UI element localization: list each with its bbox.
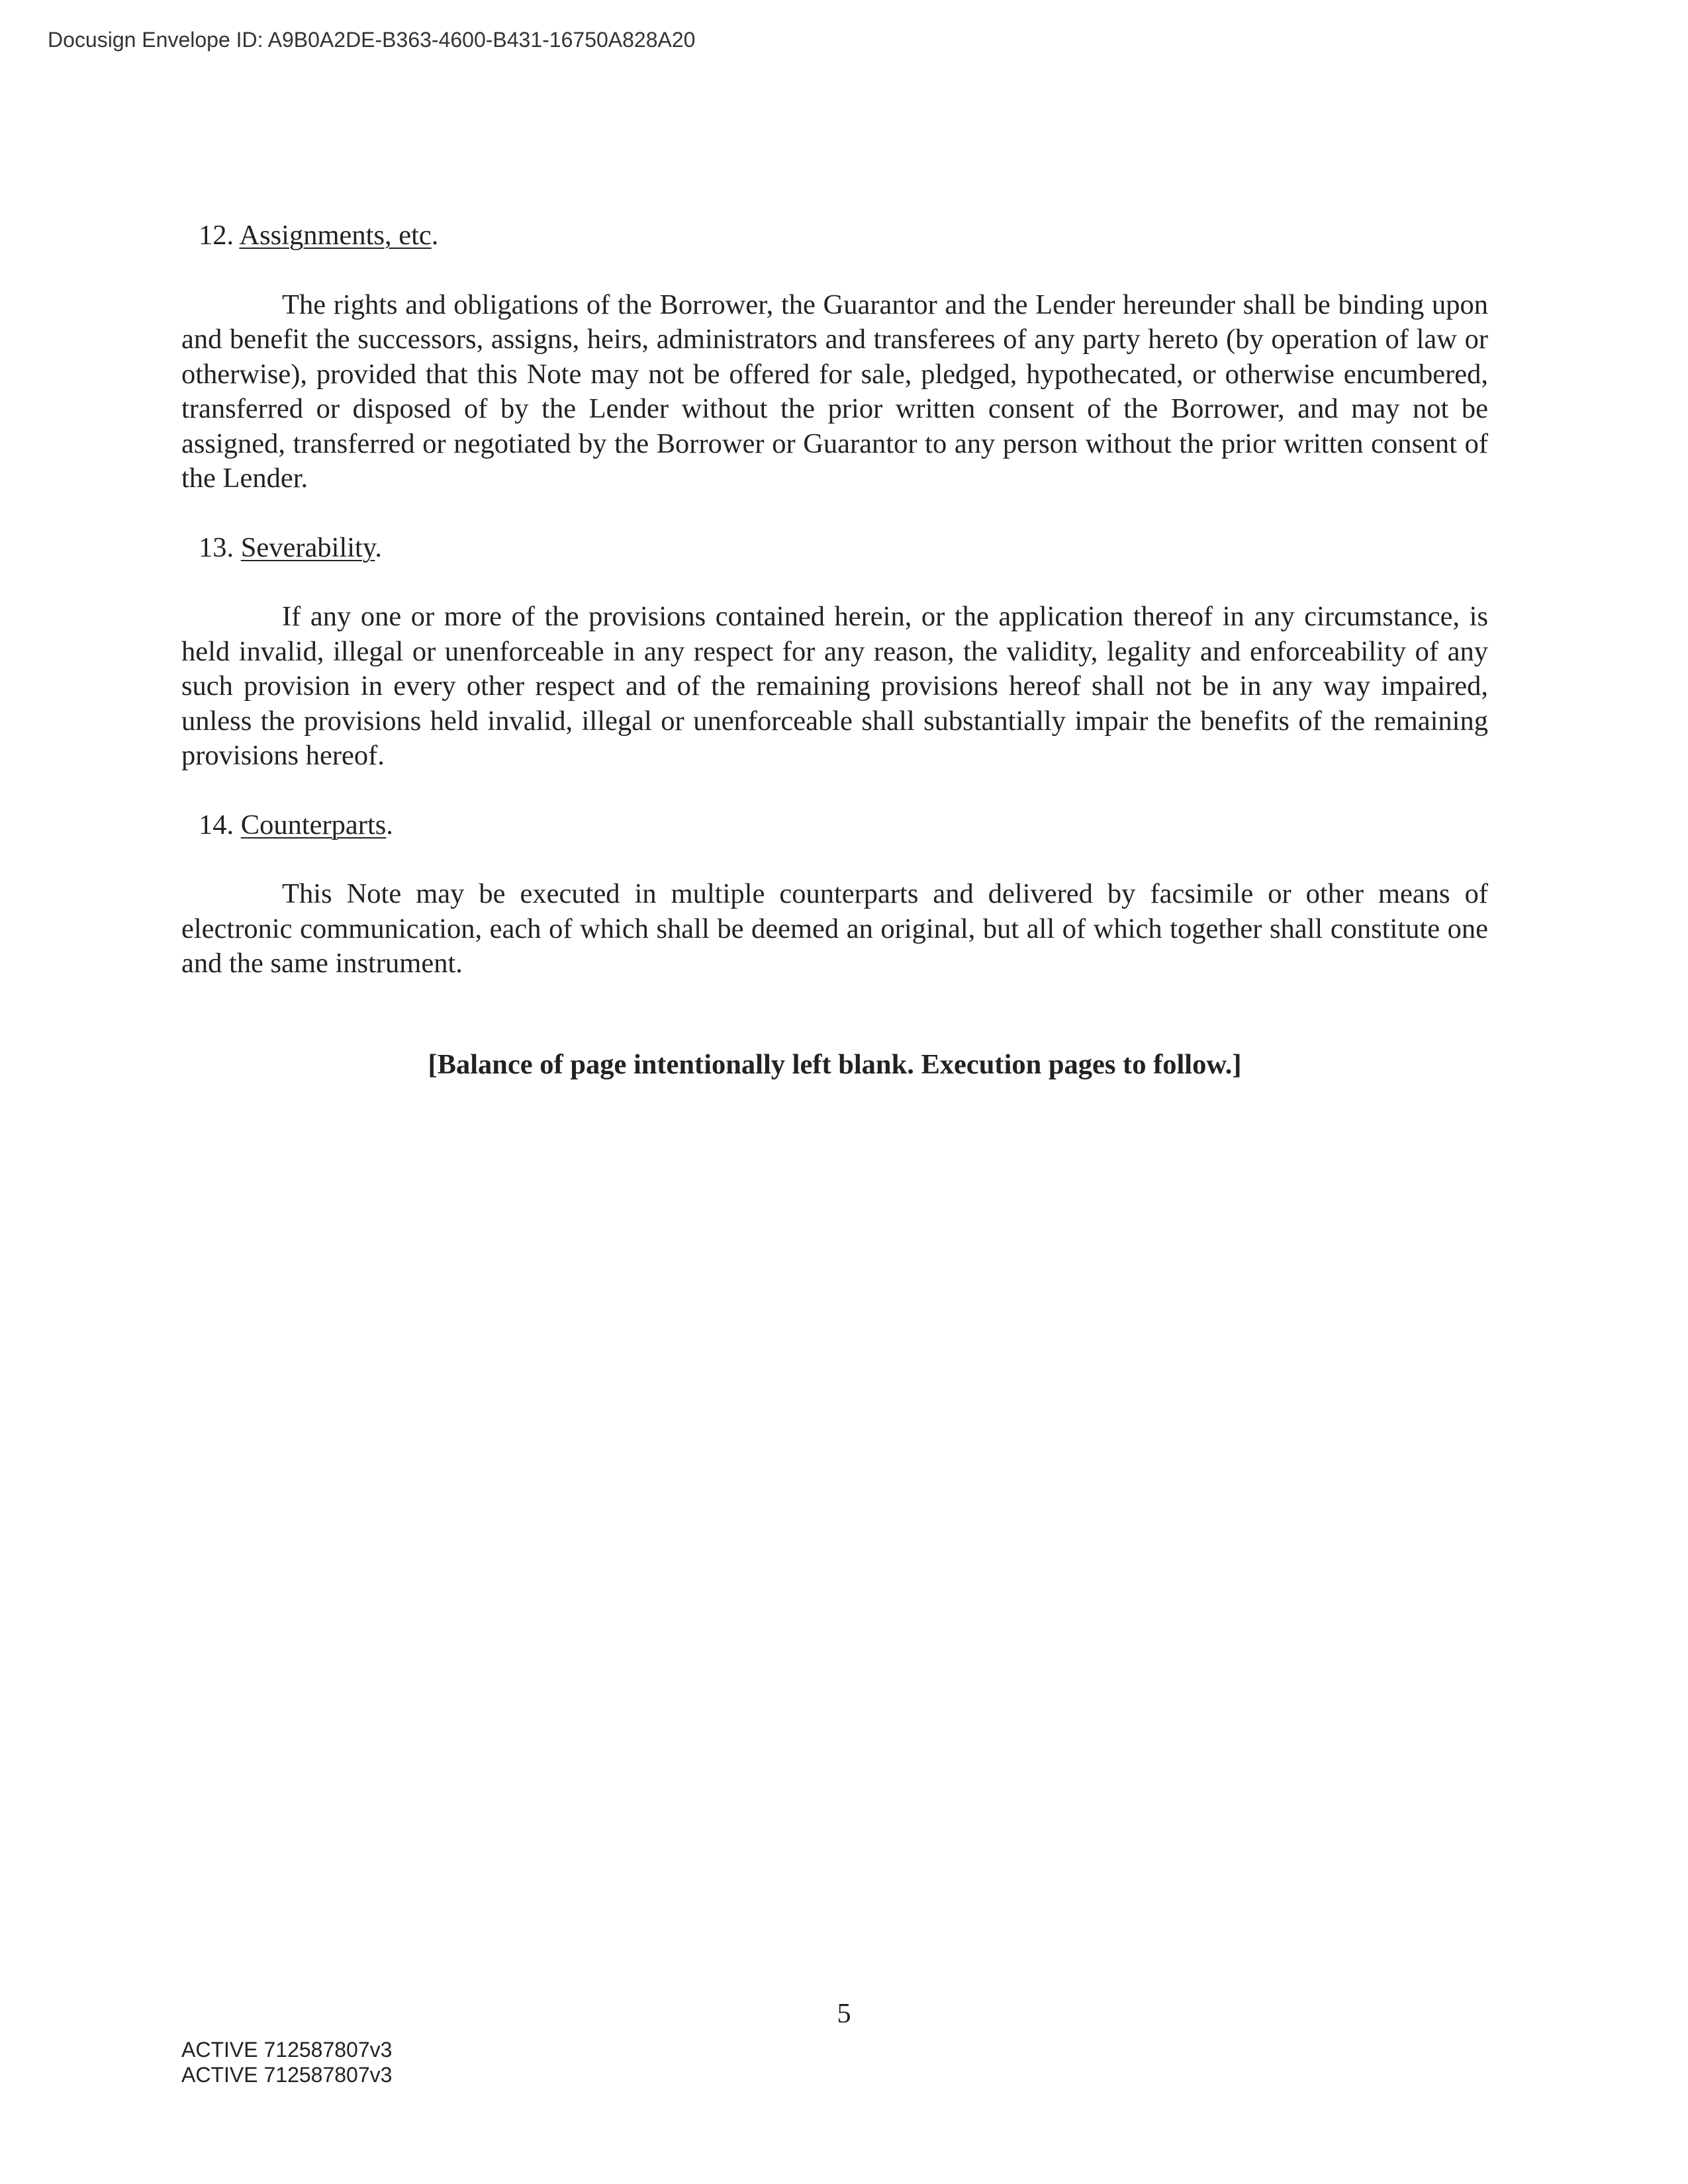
section-title-punct: .: [386, 809, 393, 841]
section-number: 14.: [199, 809, 234, 841]
section-heading-severability: [181, 531, 1488, 566]
section-body-counterparts: This Note may be executed in multiple counterparts and delivered by facsimile or other means of electronic communication, each of which shall be deemed an original, but all of which together shall constitute one and the same instrument.: [181, 878, 1488, 979]
footer-doc-ids: [181, 2037, 392, 2087]
section-body-assignments: The rights and obligations of the Borrower, the Guarantor and the Lender hereunder shall be binding upon and benefit the successors, assigns, heirs, administrators and transferees of any party hereto (by operation of law or otherwise), provided that this Note may not be offered for sale, pledged, hypothecated, or otherwise encumbered, transferred or disposed of by the Lender without the prior written consent of the Borrower, and may not be assigned, transferred or negotiated by the Borrower or Guarantor to any person without the prior written consent of the Lender.: [181, 289, 1488, 494]
section-title: Assignments, etc: [239, 220, 432, 251]
blank-page-notice: [Balance of page intentionally left blank. Execution pages to follow.]: [428, 1048, 1242, 1080]
document-body: [181, 218, 1488, 1082]
section-title-punct: .: [431, 220, 439, 251]
section-title: Severability: [240, 531, 375, 563]
section-heading-assignments: [181, 218, 1488, 253]
envelope-id: Docusign Envelope ID: A9B0A2DE-B363-4600-B431-16750A828A20: [48, 28, 696, 52]
section-title: Counterparts: [240, 809, 387, 841]
page-number: 5: [837, 1998, 851, 2029]
footer-doc-id: ACTIVE 712587807v3: [181, 2038, 393, 2062]
section-number: 12.: [199, 220, 234, 251]
section-title-punct: .: [375, 531, 382, 563]
footer-doc-id: ACTIVE 712587807v3: [181, 2063, 393, 2087]
section-heading-counterparts: [181, 808, 1488, 843]
section-body-severability: If any one or more of the provisions contained herein, or the application thereof in any circumstance, is held invalid, illegal or unenforceable in any respect for any reason, the validity, legality and enforceability of any such provision in every other respect and of the remaining provisions hereof shall not be in any way impaired, unless the provisions held invalid, illegal or unenforceable shall substantially impair the benefits of the remaining provisions hereof.: [181, 601, 1488, 771]
section-number: 13.: [199, 531, 234, 563]
